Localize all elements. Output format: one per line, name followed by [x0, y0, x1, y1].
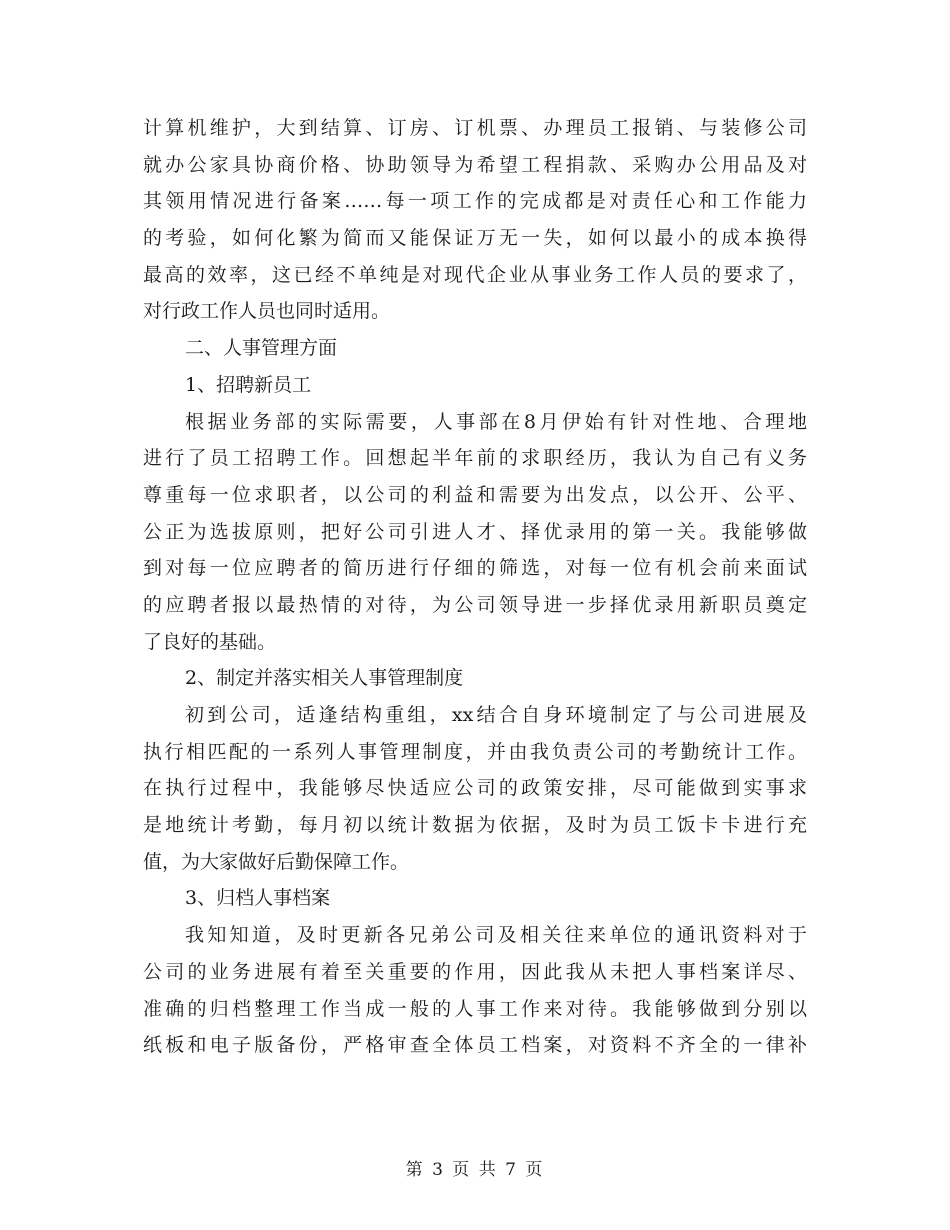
text-line: 尊重每一位求职者，以公司的利益和需要为出发点，以公开、公平、: [143, 483, 807, 506]
text-line: 对行政工作人员也同时适用。: [143, 300, 391, 323]
text-line: 是地统计考勤，每月初以统计数据为依据，及时为员工饭卡卡进行充: [143, 814, 807, 837]
text-line: 的应聘者报以最热情的对待，为公司领导进一步择优录用新职员奠定: [143, 593, 807, 616]
text-line: 值，为大家做好后勤保障工作。: [143, 850, 410, 873]
text-line: 3、归档人事档案: [185, 887, 331, 910]
text-line: 计算机维护，大到结算、订房、订机票、办理员工报销、与装修公司: [143, 117, 807, 139]
text-line: 初到公司，适逢结构重组，xx结合自身环境制定了与公司进展及: [185, 704, 807, 726]
text-line: 根据业务部的实际需要，人事部在8月伊始有针对性地、合理地: [185, 410, 807, 433]
text-line: 1、招聘新员工: [185, 373, 312, 396]
text-line: 了良好的基础。: [143, 630, 277, 653]
text-line: 在执行过程中，我能够尽快适应公司的政策安排，尽可能做到实事求: [143, 777, 807, 800]
page-footer: 第 3 页 共 7 页: [405, 1160, 545, 1180]
text-line: 执行相匹配的一系列人事管理制度，并由我负责公司的考勤统计工作。: [143, 740, 807, 763]
text-line: 其领用情况进行备案……每一项工作的完成都是对责任心和工作能力: [143, 190, 807, 213]
text-line: 公正为选拔原则，把好公司引进人才、择优录用的第一关。我能够做: [143, 520, 807, 543]
text-line: 到对每一位应聘者的简历进行仔细的筛选，对每一位有机会前来面试: [143, 557, 807, 580]
text-line: 纸板和电子版备份，严格审查全体员工档案，对资料不齐全的一律补: [143, 1034, 807, 1057]
text-line: 公司的业务进展有着至关重要的作用，因此我从未把人事档案详尽、: [143, 960, 807, 983]
text-line: 进行了员工招聘工作。回想起半年前的求职经历，我认为自己有义务: [143, 447, 807, 470]
text-line: 我知知道，及时更新各兄弟公司及相关往来单位的通讯资料对于: [185, 924, 807, 947]
document-body: [143, 110, 807, 1064]
text-line: 二、人事管理方面: [185, 337, 338, 360]
text-line: 最高的效率，这已经不单纯是对现代企业从事业务工作人员的要求了，: [143, 263, 807, 286]
text-line: 准确的归档整理工作当成一般的人事工作来对待。我能够做到分别以: [143, 997, 807, 1020]
text-line: 就办公家具协商价格、协助领导为希望工程捐款、采购办公用品及对: [143, 153, 807, 176]
text-line: 的考验，如何化繁为简而又能保证万无一失，如何以最小的成本换得: [143, 227, 807, 250]
text-line: 2、制定并落实相关人事管理制度: [185, 667, 464, 690]
